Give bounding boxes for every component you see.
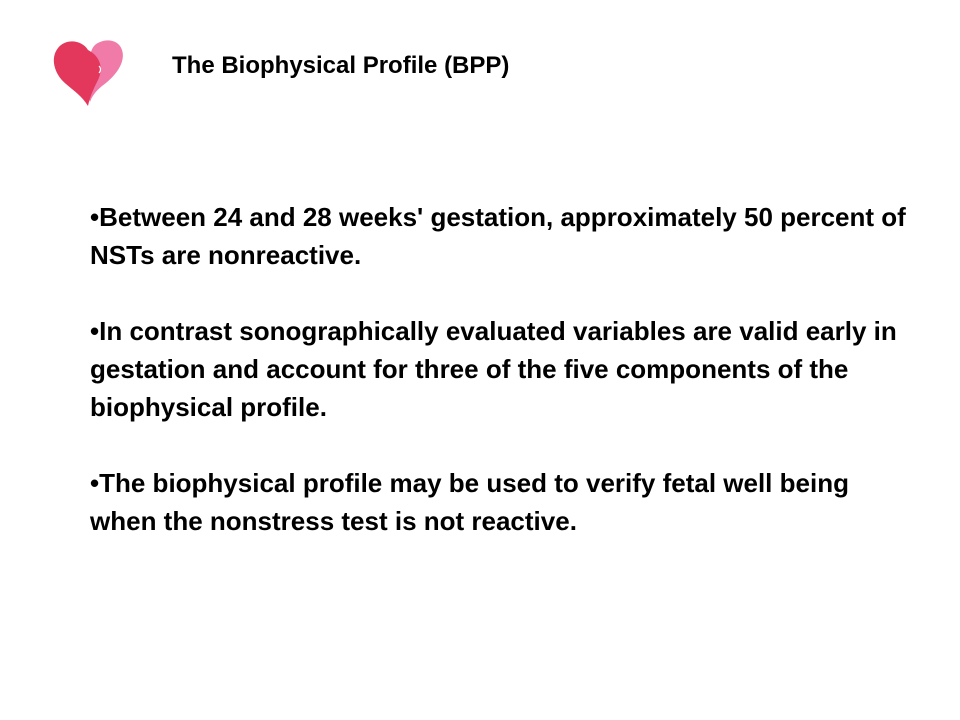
- bullet-text: Between 24 and 28 weeks' gestation, approximately 50 percent of NSTs are nonreactive.: [90, 202, 906, 270]
- bullet-marker: •: [90, 202, 100, 232]
- bullet-item: [90, 198, 910, 274]
- slide-title: The Biophysical Profile (BPP): [172, 52, 510, 79]
- bullet-text: In contrast sonographically evaluated variables are valid early in gestation and account for three of the five components of the biophysical profile.: [90, 316, 897, 422]
- bullet-marker: •: [90, 468, 100, 498]
- bullet-marker: •: [90, 316, 100, 346]
- heart-logo-icon: [50, 36, 126, 108]
- bullet-item: [90, 464, 910, 540]
- bullet-item: [90, 312, 910, 426]
- bullet-text: The biophysical profile may be used to verify fetal well being when the nonstress test is not reactive.: [90, 468, 849, 536]
- bullet-list: [90, 198, 910, 540]
